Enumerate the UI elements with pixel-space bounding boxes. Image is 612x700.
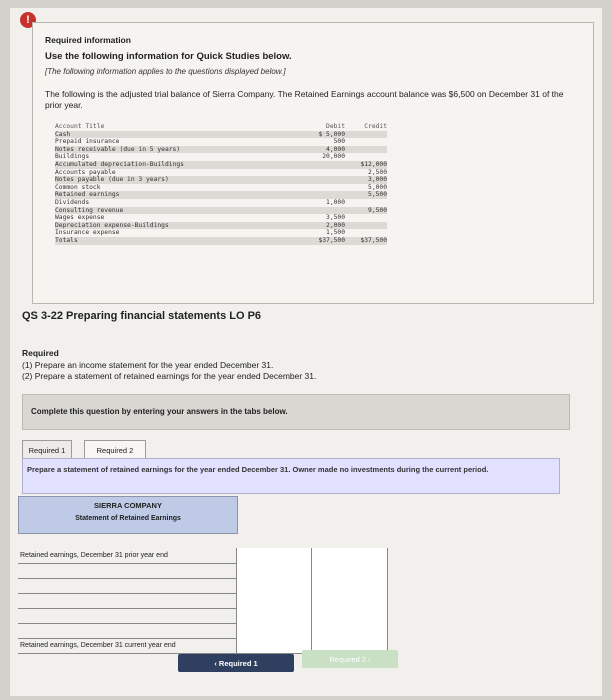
trial-balance-row	[55, 184, 387, 192]
previous-tab-button[interactable]	[178, 654, 294, 672]
amount-cell[interactable]	[311, 623, 388, 638]
amount-cell[interactable]	[236, 563, 312, 578]
credit-header: Credit	[364, 123, 387, 130]
chevron-right-icon: ›	[366, 654, 371, 664]
amount-cell[interactable]	[311, 593, 388, 608]
chevron-left-icon: ‹	[214, 658, 219, 668]
required-item-2: (2) Prepare a statement of retained earnings for the year ended December 31.	[22, 371, 317, 381]
prompt-text: Prepare a statement of retained earnings for the year ended December 31. Owner made no investments during the current period.	[27, 465, 489, 474]
amount-cell[interactable]	[236, 578, 312, 593]
trial-balance-header-row	[55, 123, 387, 131]
account-cell: Notes receivable (due in 5 years)	[55, 145, 181, 153]
trial-balance-row	[55, 237, 387, 245]
debit-cell: 4,000	[326, 145, 345, 153]
statement-row	[18, 608, 386, 624]
debit-cell: 500	[333, 138, 345, 146]
required-item-1: (1) Prepare an income statement for the year ended December 31.	[22, 360, 274, 370]
instruction-box	[22, 394, 570, 430]
trial-balance-row	[55, 191, 387, 199]
credit-cell: $37,500	[360, 236, 387, 244]
trial-balance-table	[55, 123, 387, 245]
prompt-box	[22, 458, 560, 494]
debit-cell: 2,000	[326, 221, 345, 229]
amount-cell[interactable]	[236, 548, 312, 563]
statement-row	[18, 548, 386, 564]
amount-cell[interactable]	[236, 638, 312, 653]
trial-balance-row	[55, 229, 387, 237]
debit-cell: 1,000	[326, 198, 345, 206]
amount-cell[interactable]	[311, 563, 388, 578]
account-cell: Consulting revenue	[55, 206, 124, 214]
account-cell: Prepaid insurance	[55, 138, 120, 146]
debit-header: Debit	[326, 123, 345, 130]
statement-row	[18, 563, 386, 579]
statement-header	[18, 496, 238, 534]
trial-balance-row	[55, 146, 387, 154]
tab-required-2[interactable]: Required 2	[84, 440, 146, 460]
trial-balance-row	[55, 222, 387, 230]
account-cell: Accumulated depreciation-Buildings	[55, 160, 184, 168]
debit-cell: 3,500	[326, 214, 345, 222]
statement-row	[18, 623, 386, 639]
amount-cell[interactable]	[311, 608, 388, 623]
account-cell: Totals	[55, 236, 78, 244]
account-cell: Wages expense	[55, 214, 105, 222]
info-note: [The following information applies to the questions displayed below.]	[45, 67, 286, 76]
required-info-title: Required information	[45, 35, 131, 45]
use-information-heading: Use the following information for Quick Studies below.	[45, 51, 292, 62]
amount-cell[interactable]	[236, 623, 312, 638]
trial-balance-row	[55, 207, 387, 215]
statement-row-label: Retained earnings, December 31 current year end	[20, 642, 176, 649]
account-cell: Cash	[55, 130, 71, 138]
credit-cell: 5,500	[368, 191, 387, 199]
debit-cell: $ 5,000	[318, 130, 345, 138]
credit-cell: 3,000	[368, 176, 387, 184]
statement-row	[18, 578, 386, 594]
account-cell: Depreciation expense-Buildings	[55, 221, 169, 229]
required-label: Required	[22, 348, 59, 358]
statement-title: Statement of Retained Earnings	[75, 515, 181, 522]
account-cell: Notes payable (due in 3 years)	[55, 176, 169, 184]
required-information-panel	[32, 22, 594, 304]
statement-row-label: Retained earnings, December 31 prior year end	[20, 552, 168, 559]
amount-cell[interactable]	[236, 593, 312, 608]
account-cell: Common stock	[55, 183, 101, 191]
account-title-header: Account Title	[55, 123, 105, 130]
trial-balance-row	[55, 176, 387, 184]
trial-balance-row	[55, 199, 387, 207]
account-cell: Buildings	[55, 153, 90, 161]
instruction-text: Complete this question by entering your answers in the tabs below.	[31, 407, 288, 416]
previous-tab-label: Required 1	[218, 658, 258, 668]
question-title: QS 3-22 Preparing financial statements LO P6	[22, 310, 262, 322]
account-cell: Accounts payable	[55, 168, 116, 176]
credit-cell: $12,000	[360, 160, 387, 168]
debit-cell: 20,000	[322, 153, 345, 161]
trial-balance-row	[55, 169, 387, 177]
credit-cell: 5,000	[368, 183, 387, 191]
account-cell: Retained earnings	[55, 191, 120, 199]
trial-balance-row	[55, 214, 387, 222]
tab-required-1[interactable]: Required 1	[22, 440, 72, 460]
info-paragraph: The following is the adjusted trial balance of Sierra Company. The Retained Earnings account balance was $6,500 on December 31 of the prior year.	[45, 89, 564, 110]
debit-cell: $37,500	[318, 236, 345, 244]
amount-cell[interactable]	[311, 548, 388, 563]
next-tab-button[interactable]	[302, 650, 398, 668]
company-name: SIERRA COMPANY	[94, 501, 162, 510]
trial-balance-row	[55, 153, 387, 161]
page	[10, 8, 602, 696]
amount-cell[interactable]	[311, 578, 388, 593]
next-tab-label: Required 2	[329, 654, 367, 664]
credit-cell: 9,500	[368, 206, 387, 214]
debit-cell: 1,500	[326, 229, 345, 237]
trial-balance-row	[55, 131, 387, 139]
amount-cell[interactable]	[236, 608, 312, 623]
credit-cell: 2,500	[368, 168, 387, 176]
account-cell: Insurance expense	[55, 229, 120, 237]
account-cell: Dividends	[55, 198, 90, 206]
trial-balance-row	[55, 161, 387, 169]
alert-icon: !	[20, 12, 36, 28]
statement-row	[18, 593, 386, 609]
trial-balance-row	[55, 138, 387, 146]
